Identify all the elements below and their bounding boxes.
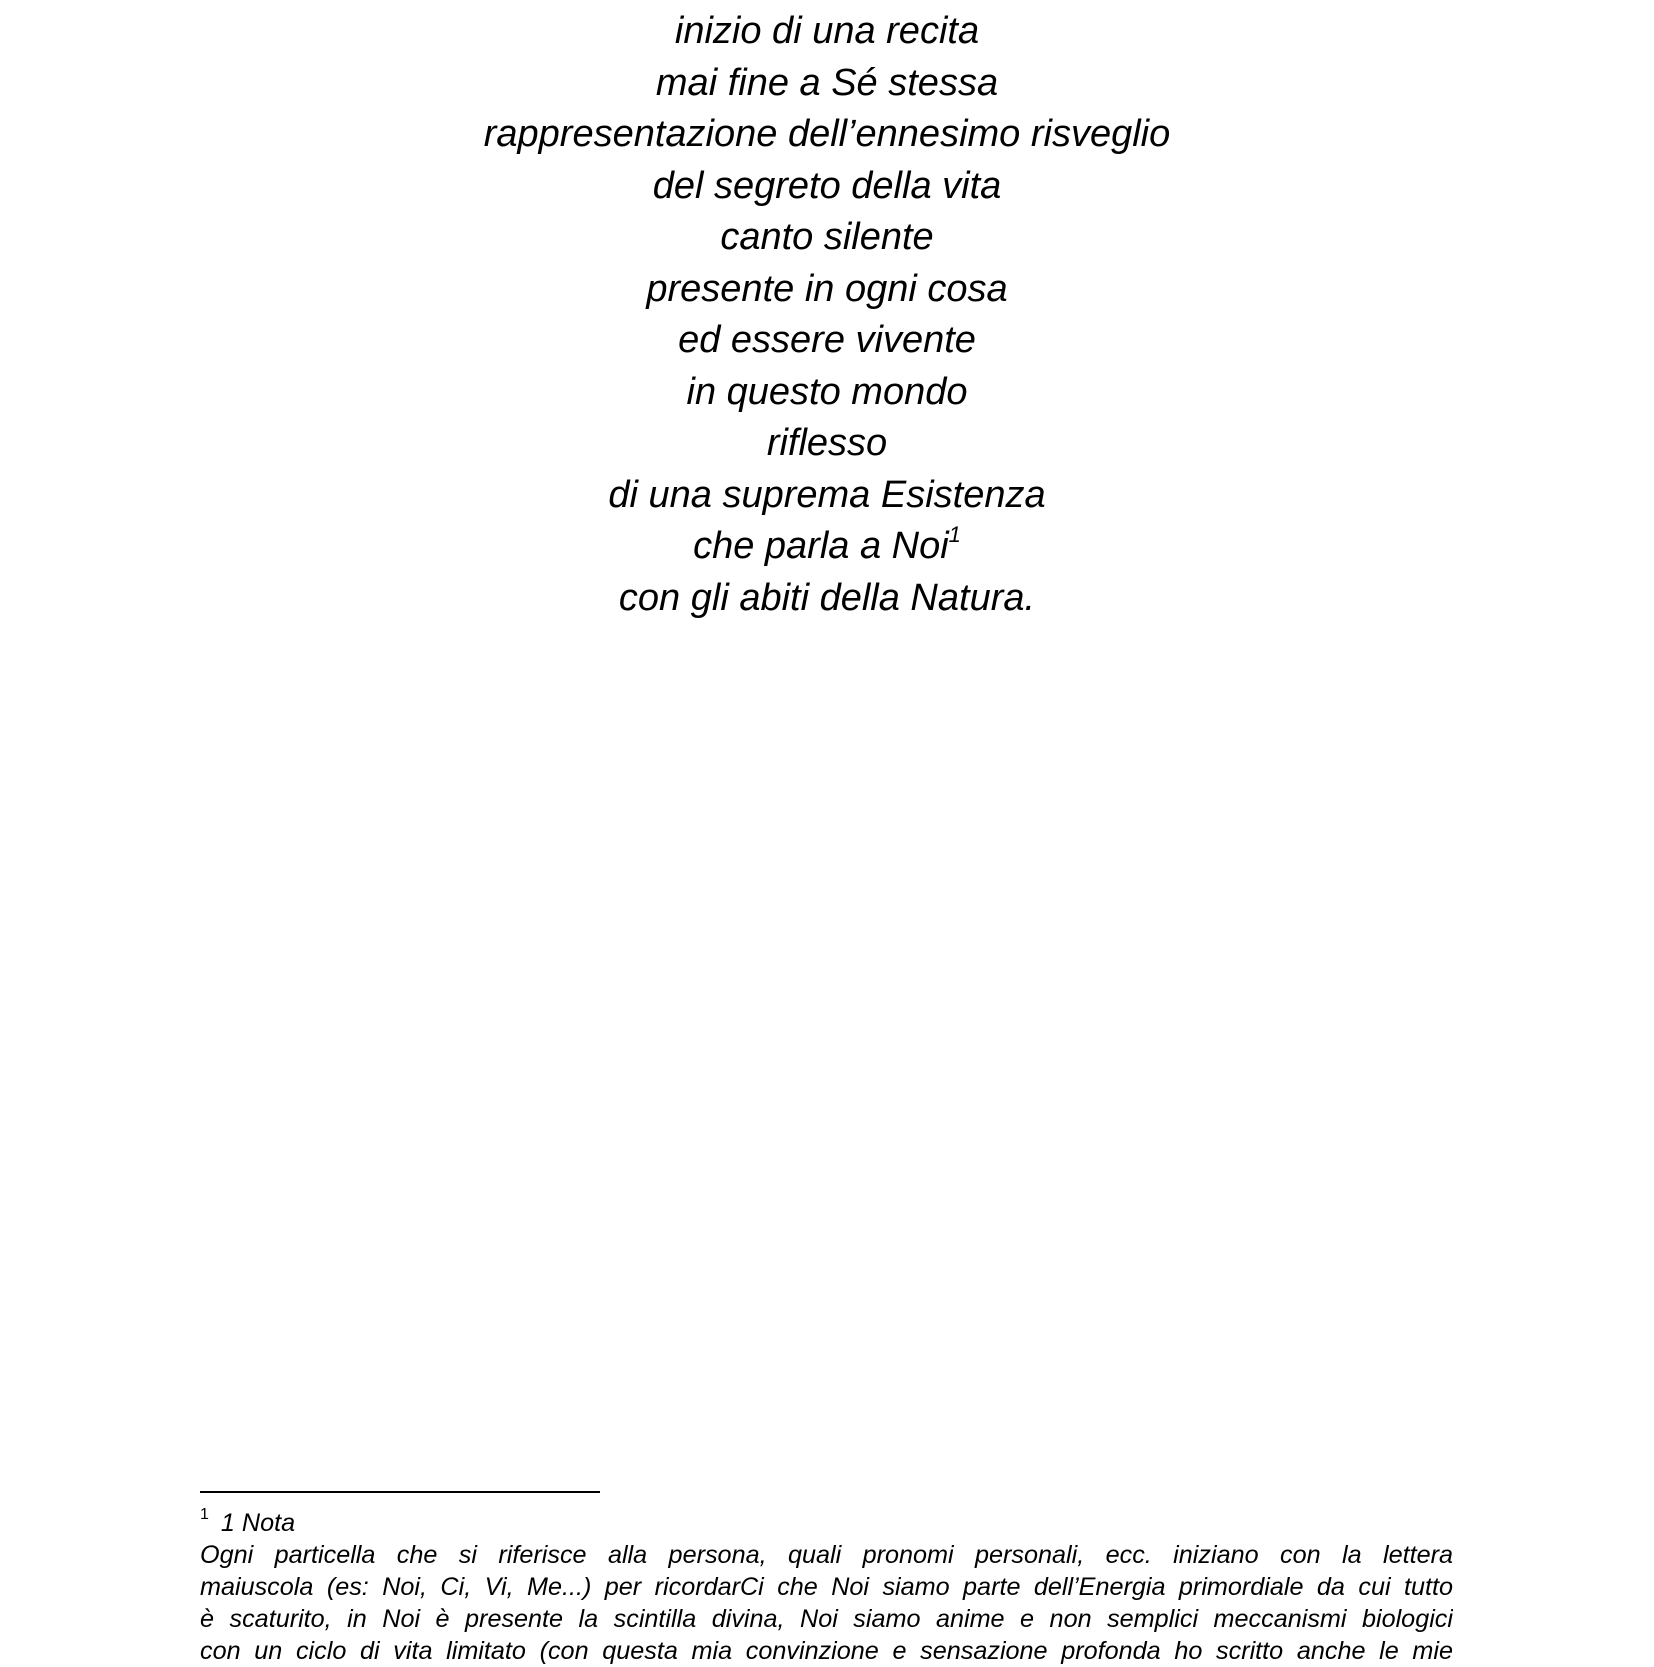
poem-line: in questo mondo — [686, 370, 968, 413]
footnote — [200, 1507, 1453, 1667]
footnote-title: 1 Nota — [220, 1509, 296, 1537]
poem — [0, 6, 1654, 624]
footnote-line: maiuscola (es: Noi, Ci, Vi, Me...) per ricordarCi che Noi siamo parte dell’Energia primordiale da cui tutto — [200, 1573, 1453, 1601]
footnote-body — [200, 1539, 1453, 1667]
footnote-reference[interactable]: 1 — [948, 522, 961, 547]
poem-line: mai fine a Sé stessa — [655, 61, 999, 104]
footnote-marker: 1 — [200, 1506, 209, 1523]
poem-line-text: che parla a Noi — [693, 525, 949, 567]
poem-line: riflesso — [766, 422, 888, 464]
poem-line-with-footnote — [0, 521, 1654, 573]
poem-line: canto silente — [720, 216, 934, 258]
poem-line: ed essere vivente — [678, 319, 976, 361]
footnote-line: Ogni particella che si riferisce alla persona, quali pronomi personali, ecc. iniziano con la lettera — [200, 1541, 1453, 1569]
footnote-separator — [200, 1491, 600, 1493]
poem-line: con gli abiti della Natura. — [618, 576, 1036, 619]
poem-line: inizio di una recita — [674, 10, 980, 52]
poem-line: rappresentazione dell’ennesimo risveglio — [483, 113, 1171, 155]
poem-line: di una suprema Esistenza — [608, 473, 1046, 516]
poem-line: del segreto della vita — [652, 164, 1002, 207]
footnote-line: è scaturito, in Noi è presente la scintilla divina, Noi siamo anime e non semplici meccanismi biologici — [200, 1605, 1453, 1633]
poem-line: presente in ogni cosa — [646, 267, 1008, 310]
footnote-line: con un ciclo di vita limitato (con questa mia convinzione e sensazione profonda ho scritto anche le mie — [200, 1637, 1453, 1665]
footnote-heading — [200, 1507, 1453, 1539]
